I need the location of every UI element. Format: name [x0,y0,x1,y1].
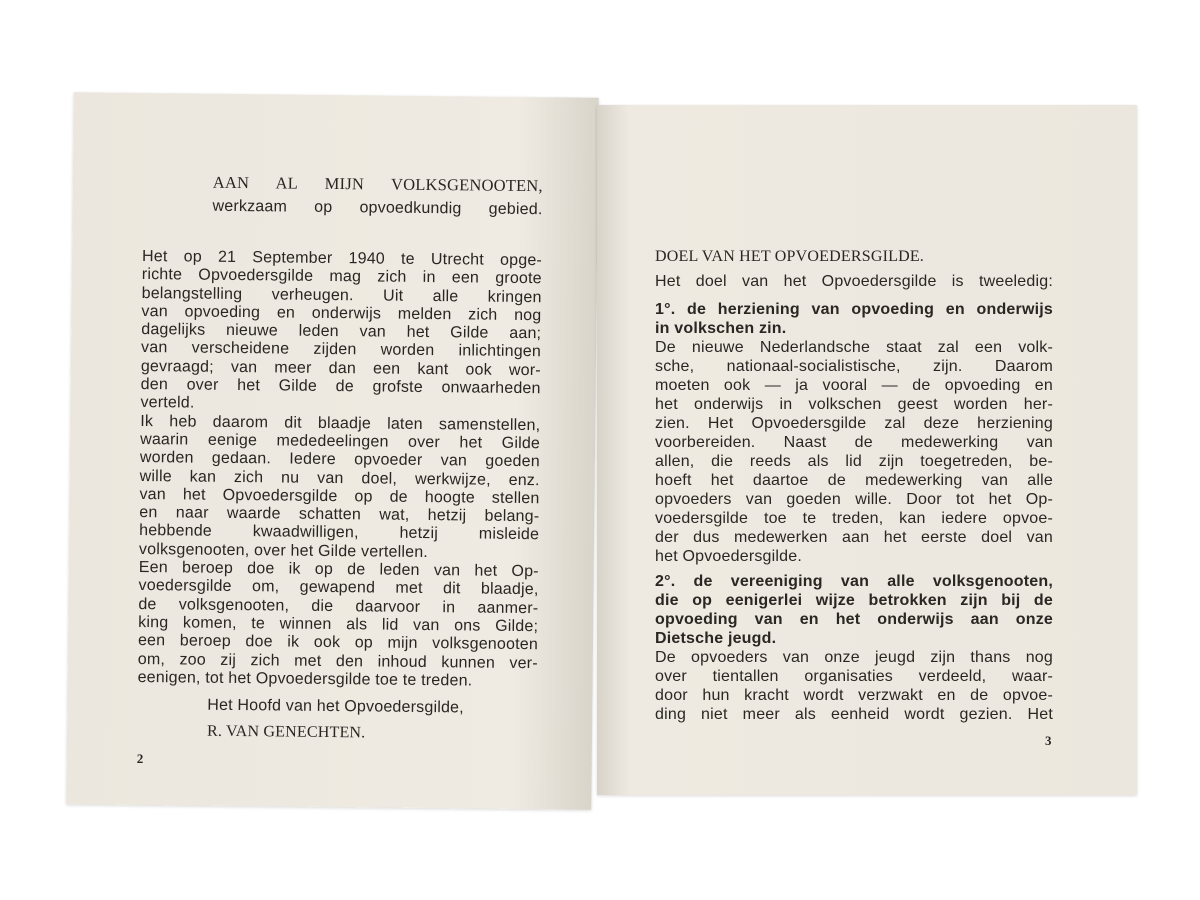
body-line: zien. Het Opvoedersgilde zal deze herziening [655,415,1053,432]
signature-title: Het Hoofd van het Opvoedersgilde, [207,696,464,717]
body-line: dagelijks nieuwe leden van het Gilde aan; [141,321,542,343]
body-line: richte Opvoedersgilde mag zich in een groote [141,266,542,288]
body-line: den over het Gilde de grofste onwaarheden [140,376,541,398]
page-number-left: 2 [136,750,144,767]
heading-line-1: AAN AL MIJN VOLKSGENOOTEN, [212,172,543,196]
body-line: het Opvoedersgilde. [655,548,803,565]
bold-goal-line: 1°. de herziening van opvoeding en onderwijs [655,301,1053,318]
left-page [66,92,598,809]
body-line: de volksgenooten, die daarvoor in aanmer- [138,595,539,617]
right-page [597,105,1137,795]
bold-goal-line: 2°. de vereeniging van alle volksgenooten, [655,573,1053,590]
heading-line-2: werkzaam op opvoedkundig gebied. [212,197,543,219]
body-line: het onderwijs in volkschen geest worden her- [655,396,1053,413]
body-line: verteld. [140,394,195,412]
bold-goal-line: opvoeding van en het onderwijs aan onze [655,611,1053,628]
body-line: een beroep doe ik ook op mijn volksgenooten [137,632,539,654]
bold-goal-line: die op eenigerlei wijze betrokken zijn bij de [655,592,1053,609]
body-line: sche, nationaal-socialistische, zijn. Daarom [655,358,1053,375]
body-line: waarin eenige mededeelingen over het Gilde [140,430,541,453]
body-line: belangstelling verheugen. Uit alle kringen [141,284,542,306]
signature [207,697,537,745]
right-body-text [655,300,1053,724]
bold-goal-line: in volkschen zin. [655,320,787,337]
body-line: hebbende kwaadwilligen, hetzij misleide [139,522,540,544]
body-line: ding niet meer als eenheid wordt gezien. Het [655,706,1053,723]
signature-name: R. VAN GENECHTEN. [206,722,366,742]
body-line: eenigen, tot het Opvoedersgilde toe te treden. [137,668,473,690]
body-line: van verscheidene zijden worden inlichtingen [140,339,542,361]
body-line: worden gedaan. Iedere opvoeder van goeden [139,449,540,471]
left-subheading [212,198,542,220]
body-line: voorbereiden. Naast de medewerking van [655,434,1053,451]
body-line: Ik heb daarom dit blaadje laten samenstellen, [140,412,541,434]
body-line: en naar waarde schatten wat, hetzij belang- [139,504,540,526]
body-line: volksgenooten, over het Gilde vertellen. [138,540,429,561]
body-line: De nieuwe Nederlandsche staat zal een volk- [655,339,1053,356]
body-line: Het op 21 September 1940 te Utrecht opge- [141,247,543,270]
body-line: voedersgilde om, gewapend met dit blaadje, [138,577,539,599]
body-line: Een beroep doe ik op de leden van het Op- [138,559,539,581]
body-line: van opvoeding en onderwijs melden zich nog [141,302,542,325]
intro-line [655,273,1053,291]
section-title: DOEL VAN HET OPVOEDERSGILDE. [655,248,925,265]
body-line: door hun kracht wordt verzwakt en de opvoe- [655,687,1053,704]
body-line: van het Opvoedersgilde op de hoogte stellen [139,485,540,508]
body-line: der dus medewerken aan het eerste doel van [655,529,1053,546]
bold-goal-line: Dietsche jeugd. [655,630,777,647]
body-line: allen, die reeds als lid zijn toegetreden, be- [655,453,1053,470]
body-line: king komen, te winnen als lid van ons Gilde; [138,613,539,636]
body-line: voedersgilde toe te treden, kan iedere opvoe- [655,510,1053,527]
body-line: over tientallen organisaties verdeeld, waar- [655,668,1053,685]
left-body-text [138,248,543,691]
body-line: hoeft het daartoe de medewerking van alle [655,472,1053,489]
page-number-right: 3 [1045,733,1052,748]
body-line: moeten ook — ja vooral — de opvoeding en [655,377,1053,394]
body-line: wille kan zich nu van doel, werkwijze, enz. [139,467,540,489]
body-line: opvoeders van goeden wille. Door tot het Op- [655,491,1053,508]
left-heading [213,174,543,196]
body-line: om, zoo zij zich met den inhoud kunnen ver- [137,650,538,672]
intro-text: Het doel van het Opvoedersgilde is tweeledig: [655,273,1053,290]
body-line: De opvoeders van onze jeugd zijn thans nog [655,649,1053,666]
body-line: gevraagd; van meer dan een kant ook wor- [140,357,541,379]
